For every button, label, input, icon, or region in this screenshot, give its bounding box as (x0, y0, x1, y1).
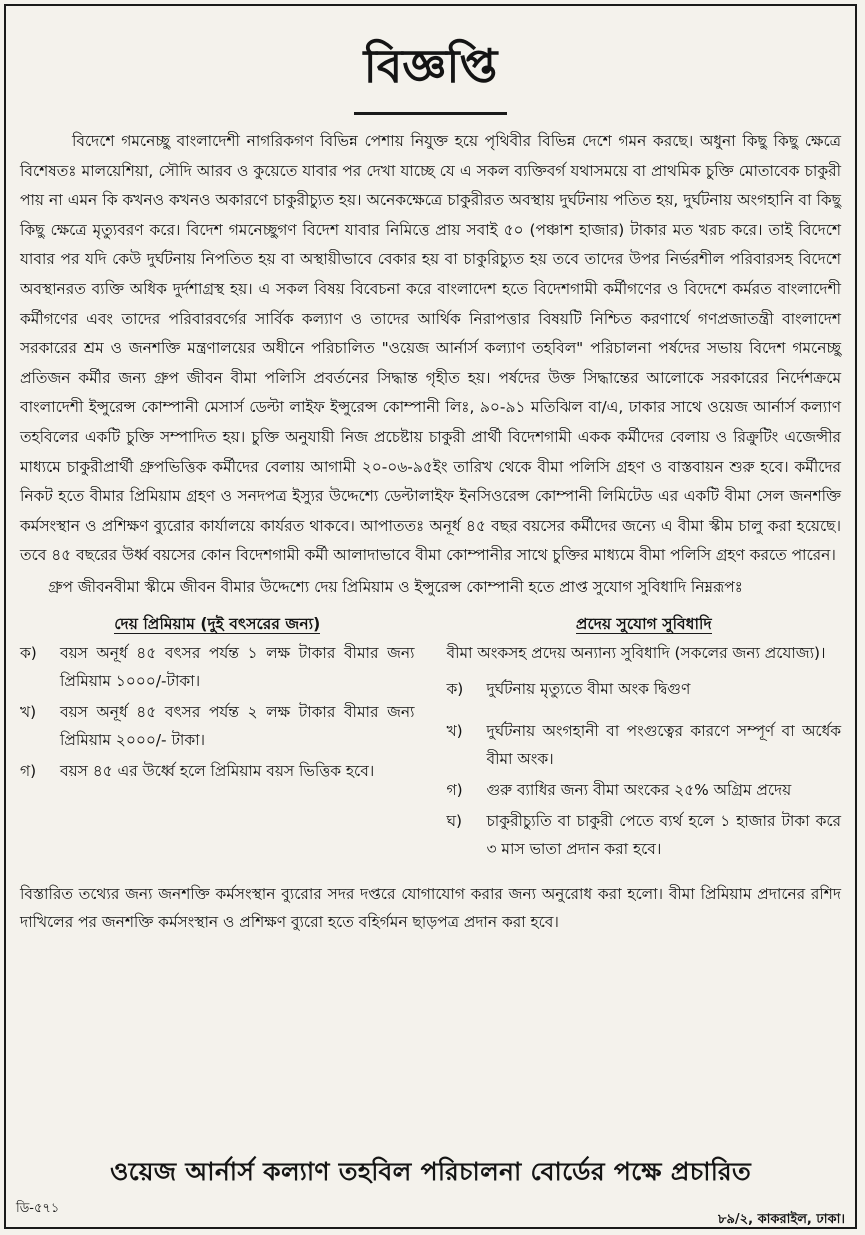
benefits-intro: বীমা অংকসহ প্রদেয় অন্যান্য সুবিধাদি (সকলের জন্য প্রযোজ্য)। (446, 643, 826, 662)
item-label: খ) (20, 702, 37, 721)
publisher-banner: ওয়েজ আর্নার্স কল্যাণ তহবিল পরিচালনা বোর্ডের পক্ষে প্রচারিত (109, 1157, 752, 1186)
premium-item (20, 639, 415, 695)
notice-code: ডি-৫৭১ (16, 1201, 60, 1216)
item-label: গ) (20, 761, 37, 780)
publisher-address: ৮৯/২, কাকরাইল, ঢাকা। (718, 1212, 845, 1227)
title-wrap (6, 32, 855, 115)
item-text: বয়স অনূর্ধ ৪৫ বৎসর পর্যন্ত ১ লক্ষ টাকার বীমার জন্য প্রিমিয়াম ১০০০/-টাকা। (60, 643, 415, 690)
benefit-item (447, 675, 842, 703)
benefit-item (447, 807, 842, 863)
item-text: বয়স অনূর্ধ ৪৫ বৎসর পর্যন্ত ২ লক্ষ টাকার বীমার জন্য প্রিমিয়াম ২০০০/- টাকা। (60, 702, 415, 749)
benefit-item (447, 717, 842, 773)
premium-item (20, 757, 415, 785)
notice-title: বিজ্ঞপ্তি (354, 32, 508, 115)
benefits-column (431, 609, 842, 866)
item-label: খ) (446, 721, 463, 740)
notice-frame (4, 4, 857, 1229)
item-label: ঘ) (446, 811, 463, 830)
item-text: দুর্ঘটনায় অংগহানী বা পংগুত্বের কারণে সম্পূর্ণ বা অর্ধেক বীমা অংক। (486, 721, 841, 768)
item-label: ক) (446, 679, 464, 698)
premium-column (20, 609, 431, 866)
premium-item (20, 698, 415, 754)
item-label: গ) (446, 780, 463, 799)
premium-heading: দেয় প্রিমিয়াম (দুই বৎসরের জন্য) (114, 614, 321, 633)
item-text: গুরু ব্যাধির জন্য বীমা অংকের ২৫% অগ্রিম প্রদেয় (486, 780, 792, 799)
main-paragraph: বিদেশে গমনেচ্ছু বাংলাদেশী নাগরিকগণ বিভিন্ন পেশায় নিযুক্ত হয়ে পৃথিবীর বিভিন্ন দেশে গমন করছে। অধুনা কিছু কিছু ক্ষেত্রে বিশেষতঃ মালয়েশিয়া, সৌদি আরব ও কুয়েতে যাবার পর দেখা যাচ্ছে যে এ সকল ব্যক্তিবর্গ যথাসময়ে বা প্রাথমিক চুক্তি মোতাবেক চাকুরী পায় না এমন কি কখনও কখনও অকারণে চাকুরীচ্যুত হয়। অনেকক্ষেত্রে চাকুরীরত অবস্থায় দুর্ঘটনায় পতিত হয়, দুর্ঘটনায় অংগহানি বা কিছু কিছু ক্ষেত্রে মৃত্যুবরণ করে। বিদেশ গমনেচ্ছুগণ বিদেশ যাবার নিমিত্তে প্রায় সবাই ৫০ (পঞ্চাশ হাজার) টাকার মত খরচ করে। তাই বিদেশে যাবার পর যদি কেউ দুর্ঘটনায় নিপতিত হয় বা অস্থায়ীভাবে বেকার হয় বা চাকুরিচ্যুত হয় তবে তাদের উপর নির্ভরশীল পরিবারসহ বিদেশে অবস্থানরত ব্যক্তি অধিক দুর্দশাগ্রস্থ হয়। এ সকল বিষয় বিবেচনা করে বাংলাদেশ হতে বিদেশগামী কর্মীগণের ও বিদেশে কর্মরত বাংলাদেশী কর্মীগণের এবং তাদের পরিবারবর্গের সার্বিক কল্যাণ ও তাদের আর্থিক নিরাপত্তার বিষয়টি নিশ্চিত করণার্থে গণপ্রজাতন্ত্রী বাংলাদেশ সরকারের শ্রম ও জনশক্তি মন্ত্রণালয়ের অধীনে পরিচালিত "ওয়েজ আর্নার্স কল্যাণ তহবিল" পরিচালনা পর্ষদের সভায় বিদেশ গমনেচ্ছু প্রতিজন কর্মীর জন্য গ্রুপ জীবন বীমা পলিসি প্রবর্তনের সিদ্ধান্ত গৃহীত হয়। পর্ষদের উক্ত সিদ্ধান্তের আলোকে সরকারের নির্দেশক্রমে বাংলাদেশী ইন্সুরেন্স কোম্পানী মেসার্স ডেল্টা লাইফ ইন্সুরেন্স কোম্পানী লিঃ, ৯০-৯১ মতিঝিল বা/এ, ঢাকার সাথে ওয়েজ আর্নার্স কল্যাণ তহবিলের একটি চুক্তি সম্পাদিত হয়। চুক্তি অনুযায়ী নিজ প্রচেষ্টায় চাকুরী প্রার্থী বিদেশগামী একক কর্মীদের বেলায় ও রিক্রুটিং এজেন্সীর মাধ্যমে চাকুরীপ্রার্থী গ্রুপভিত্তিক কর্মীদের বেলায় আগামী ২০-০৬-৯৫ইং তারিখ থেকে বীমা পলিসি গ্রহণ ও বাস্তবায়ন শুরু হবে। কর্মীদের নিকট হতে বীমার প্রিমিয়াম গ্রহণ ও সনদপত্র ইস্যুর উদ্দেশ্যে ডেল্টালাইফ ইনসিওরেন্স কোম্পানী লিমিটেড এর একটি বীমা সেল জনশক্তি কর্মসংস্থান ও প্রশিক্ষণ ব্যুরোর কার্যালয়ে কার্যরত থাকবে। আপাততঃ অনূর্ধ ৪৫ বছর বয়সের কর্মীদের জন্যে এ বীমা স্কীম চালু করা হয়েছে। তবে ৪৫ বছরের উর্ধ্ব বয়সের কোন বিদেশগামী কর্মী আলাদাভাবে বীমা কোম্পানীর সাথে চুক্তির মাধ্যমে বীমা পলিসি গ্রহণ করতে পারেন। (20, 132, 841, 565)
item-text: দুর্ঘটনায় মৃত্যুতে বীমা অংক দ্বিগুণ (486, 679, 691, 698)
benefits-heading: প্রদেয় সুযোগ সুবিধাদি (575, 614, 712, 633)
item-text: বয়স ৪৫ এর উর্ধ্বে হলে প্রিমিয়াম বয়স ভিত্তিক হবে। (60, 761, 375, 780)
benefit-columns (20, 609, 841, 866)
item-text: চাকুরীচ্যুতি বা চাকুরী পেতে ব্যর্থ হলে ১ হাজার টাকা করে ৩ মাস ভাতা প্রদান করা হবে। (486, 811, 841, 858)
benefit-item (447, 776, 842, 804)
group-insurance-paragraph: গ্রুপ জীবনবীমা স্কীমে জীবন বীমার উদ্দেশ্যে দেয় প্রিমিয়াম ও ইন্সুরেন্স কোম্পানী হতে প্রাপ্ত সুযোগ সুবিধাদি নিম্নরূপঃ (48, 577, 743, 596)
closing-paragraph: বিস্তারিত তথ্যের জন্য জনশক্তি কর্মসংস্থান ব্যুরোর সদর দপ্তরে যোগাযোগ করার জন্য অনুরোধ করা হলো। বীমা প্রিমিয়াম প্রদানের রশিদ দাখিলের পর জনশক্তি কর্মসংস্থান ও প্রশিক্ষণ ব্যুরো হতে বহির্গমন ছাড়পত্র প্রদান করা হবে। (20, 884, 841, 931)
item-label: ক) (20, 643, 37, 662)
